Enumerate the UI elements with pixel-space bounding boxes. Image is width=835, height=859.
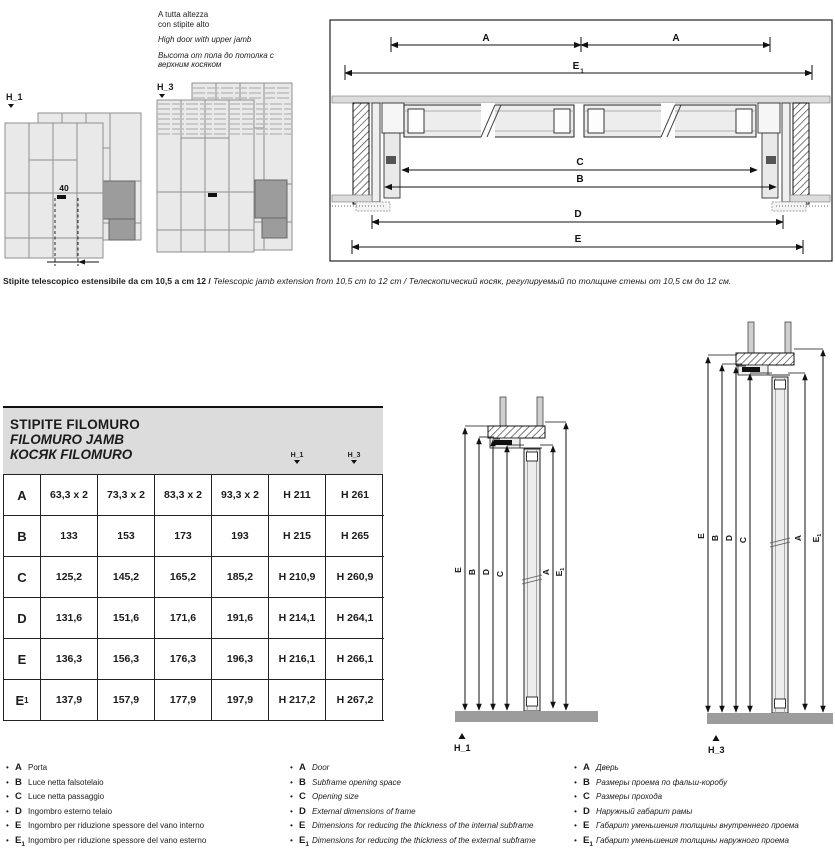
dim-e-label: E (453, 567, 463, 573)
table-cell: H 210,9 (269, 557, 326, 598)
table-title-it: STIPITE FILOMURO (10, 417, 140, 432)
table-cell: 137,9 (41, 680, 98, 721)
table-cell: 131,6 (41, 598, 98, 639)
note-line-ru1: Высота от пола до потолка с (158, 50, 274, 60)
door-elevation-h3 (152, 80, 310, 260)
table-cell: 157,9 (98, 680, 155, 721)
legend-item: • C Luce netta passaggio (6, 791, 105, 802)
h1-floor-label: H_1 (454, 743, 471, 753)
table-cell: 133 (41, 516, 98, 557)
table-cell: H 217,2 (269, 680, 326, 721)
jamb-hatch-right (793, 103, 809, 204)
header-hatch (736, 353, 794, 365)
row-label: E 1 (4, 680, 41, 721)
table-cell: 165,2 (155, 557, 212, 598)
legend-item: • E Dimensions for reducing the thickness of the internal subframe (290, 820, 534, 831)
note-line-it1: A tutta altezza (158, 10, 209, 19)
column-header-h1: H_1 (277, 452, 317, 464)
table-cell: 145,2 (98, 557, 155, 598)
legend-item: • A Door (290, 762, 330, 773)
dim-a-right-label: A (672, 33, 680, 44)
vertical-section-h1 (450, 392, 615, 760)
table-title-ru: КОСЯК FILOMURO (10, 447, 133, 462)
dim-d-label: D (481, 568, 491, 576)
down-arrow-icon (351, 460, 357, 464)
dim-c-label: C (576, 157, 584, 168)
h1-label: H_1 (6, 92, 23, 102)
h3-floor-label: H_3 (708, 745, 725, 755)
row-label: E (4, 639, 41, 680)
legend-english (290, 763, 572, 850)
legend-item: • C Opening size (290, 791, 359, 802)
down-arrow-icon (294, 460, 300, 464)
table-cell: H 267,2 (326, 680, 384, 721)
table-cell: 83,3 x 2 (155, 475, 212, 516)
dim-e1-sub: 1 (580, 69, 584, 75)
wall-block (255, 180, 287, 218)
row-label: C (4, 557, 41, 598)
legend-item: • A Porta (6, 762, 48, 773)
spec-table (3, 406, 383, 721)
legend-item: • $E_1$ Габарит уменьшения толщины наружного проема (574, 834, 789, 848)
legend-russian (574, 763, 835, 850)
table-cell: 191,6 (212, 598, 269, 639)
dim-40-label: 40 (59, 183, 69, 193)
up-arrow-icon (713, 735, 720, 741)
dim-c-label: C (495, 570, 505, 578)
legend-item: • $E_1$ Ingombro per riduzione spessore del vano esterno (6, 834, 207, 848)
table-cell: 63,3 x 2 (41, 475, 98, 516)
table-cell: 177,9 (155, 680, 212, 721)
note-line-en: High door with upper jamb (158, 35, 252, 44)
caption-en-ru: Telescopic jamb extension from 10,5 cm to 12 cm / Телескопический косяк, регулируемый по толщине стены от 10,5 см до 12 см. (213, 276, 732, 286)
floor-bar (707, 713, 833, 724)
note-line-it2: con stipite alto (158, 19, 210, 29)
table-cell: H 215 (269, 516, 326, 557)
door-handle (57, 195, 66, 199)
table-title-en: FILOMURO JAMB (10, 432, 124, 447)
column-header-h3: H_3 (334, 452, 374, 464)
table-cell: 156,3 (98, 639, 155, 680)
legend-item: • $E_1$ Dimensions for reducing the thickness of the external subframe (290, 834, 536, 848)
table-cell: 173 (155, 516, 212, 557)
table-cell: H 214,1 (269, 598, 326, 639)
table-cell: 93,3 x 2 (212, 475, 269, 516)
table-grid (3, 474, 383, 721)
header-hatch (488, 426, 545, 438)
dim-b-label: B (710, 534, 720, 542)
up-arrow-icon (459, 733, 466, 739)
legend-item: • D Ingombro esterno telaio (6, 805, 113, 817)
door-elevation-h1 (2, 103, 152, 273)
table-cell: H 260,9 (326, 557, 384, 598)
table-cell: 185,2 (212, 557, 269, 598)
legend-item: • B Luce netta falsotelaio (6, 776, 104, 788)
dim-a-label: A (793, 534, 803, 542)
wall-block (102, 181, 135, 219)
table-cell: 176,3 (155, 639, 212, 680)
table-cell: 153 (98, 516, 155, 557)
vertical-section-h3 (695, 318, 835, 760)
table-cell: H 265 (326, 516, 384, 557)
table-cell: 171,6 (155, 598, 212, 639)
dim-b-label: B (576, 174, 584, 185)
legend-item: • C Размеры прохода (574, 791, 663, 802)
dim-e1-label: $E_1$ (811, 533, 823, 543)
legend-item: • E Ingombro per riduzione spessore del vano interno (6, 820, 205, 831)
dim-c-label: C (738, 536, 748, 544)
table-cell: H 266,1 (326, 639, 384, 680)
table-cell: 197,9 (212, 680, 269, 721)
legend-italian (6, 763, 288, 850)
table-cell: 136,3 (41, 639, 98, 680)
door-handle (208, 193, 217, 197)
row-label: A (4, 475, 41, 516)
table-cell: 151,6 (98, 598, 155, 639)
dim-d-label: D (724, 534, 734, 542)
legend-item: • B Размеры проема по фальш-коробу (574, 776, 728, 788)
table-cell: H 261 (326, 475, 384, 516)
row-label: B (4, 516, 41, 557)
dim-d-label: D (574, 209, 582, 220)
table-header (3, 408, 383, 474)
dim-e-label: E (696, 533, 706, 539)
dim-e-label: E (574, 234, 582, 245)
table-cell: 196,3 (212, 639, 269, 680)
table-cell: 125,2 (41, 557, 98, 598)
dim-a-label: A (541, 568, 551, 576)
horizontal-section-diagram (328, 16, 834, 264)
wall-block (262, 218, 287, 238)
door-leaf (772, 377, 788, 713)
header-note (158, 10, 274, 70)
legend-item: • A Дверь (574, 762, 619, 773)
jamb-hatch-left (353, 103, 369, 204)
dim-a-left-label: A (482, 33, 490, 44)
table-cell: H 216,1 (269, 639, 326, 680)
table-cell: H 264,1 (326, 598, 384, 639)
wall-block (109, 219, 135, 240)
row-label: D (4, 598, 41, 639)
h3-label: H_3 (157, 82, 174, 92)
legend-item: • B Subframe opening space (290, 776, 401, 788)
legend-item: • D External dimensions of frame (290, 805, 416, 817)
floor-bar (455, 711, 598, 722)
note-line-ru2: верхним косяком (158, 60, 222, 69)
legend-item: • E Габарит уменьшения толщины внутреннего проема (574, 820, 799, 831)
table-cell: 73,3 x 2 (98, 475, 155, 516)
caption (3, 276, 833, 286)
dim-e1-label: E (572, 61, 580, 72)
dim-e1-label: $E_1$ (554, 567, 566, 577)
legend-item: • D Наружный габарит рамы (574, 805, 693, 817)
table-cell: H 211 (269, 475, 326, 516)
dim-b-label: B (467, 568, 477, 576)
caption-it: Stipite telescopico estensibile da cm 10,5 a cm 12 / (3, 276, 214, 286)
table-cell: 193 (212, 516, 269, 557)
